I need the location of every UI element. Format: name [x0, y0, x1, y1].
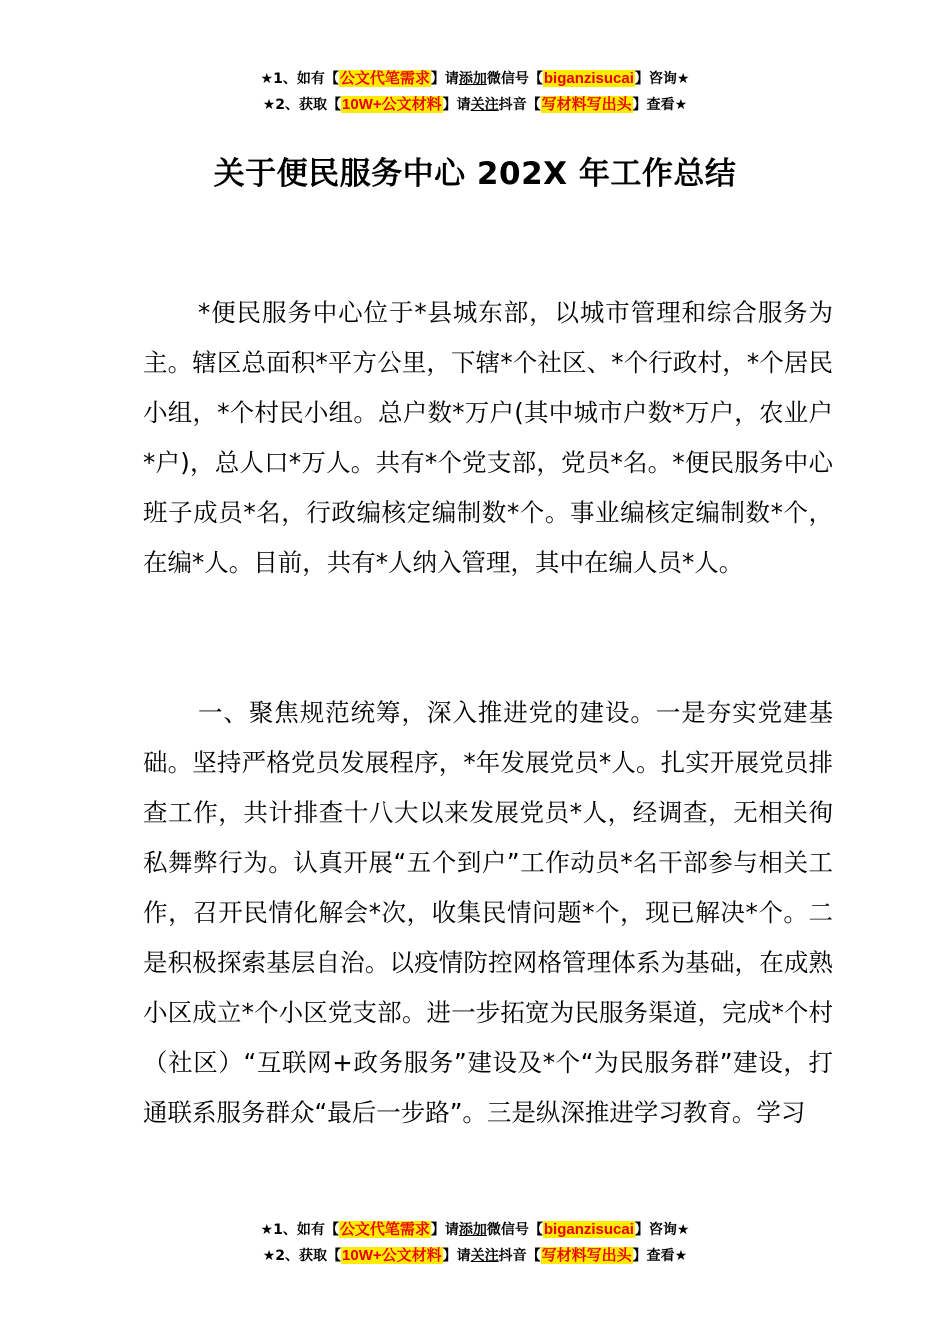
promo-text: 】请: [430, 71, 459, 87]
douyin-id: 写材料写出头: [541, 96, 632, 113]
promo-text: ★2、获取【: [262, 1248, 342, 1264]
promo-banner-bottom: [0, 1217, 950, 1269]
highlight-text: 10W+公文材料: [342, 96, 442, 113]
promo-text: ★2、获取【: [262, 97, 342, 113]
promo-line-2: [0, 92, 950, 118]
promo-line-1: [0, 66, 950, 92]
promo-text: 】咨询★: [634, 71, 690, 87]
body-paragraph-intro: *便民服务中心位于*县城东部，以城市管理和综合服务为主。辖区总面积*平方公里，下辖*个社区、*个行政村，*个居民小组，*个村民小组。总户数*万户(其中城市户数*万户，农业户*户)，总人口*万人。共有*个党支部，党员*名。*便民服务中心班子成员*名，行政编核定编制数*个。事业编核定编制数*个，在编*人。目前，共有*人纳入管理，其中在编人员*人。: [143, 298, 833, 577]
promo-text: 】请: [442, 1248, 471, 1264]
underlined-text: 关注: [470, 97, 499, 113]
promo-text: 抖音【: [498, 1248, 541, 1264]
promo-text: 】请: [442, 97, 471, 113]
douyin-id: 写材料写出头: [541, 1247, 632, 1264]
promo-text: ★1、如有【: [260, 1222, 339, 1238]
wechat-id: biganzisucai: [543, 70, 634, 87]
promo-text: 】咨询★: [634, 1222, 690, 1238]
promo-text: 】查看★: [632, 97, 688, 113]
document-title: 关于便民服务中心 202X 年工作总结: [213, 156, 737, 192]
underlined-text: 添加: [458, 71, 487, 87]
underlined-text: 添加: [458, 1222, 487, 1238]
promo-text: 抖音【: [498, 97, 541, 113]
wechat-id: biganzisucai: [543, 1221, 634, 1238]
highlight-text: 公文代笔需求: [339, 1221, 430, 1238]
highlight-text: 公文代笔需求: [339, 70, 430, 87]
highlight-text: 10W+公文材料: [342, 1247, 442, 1264]
promo-banner-top: [0, 66, 950, 118]
promo-line-1: [0, 1217, 950, 1243]
promo-line-2: [0, 1243, 950, 1269]
promo-text: 】请: [430, 1222, 459, 1238]
promo-text: 微信号【: [486, 1222, 543, 1238]
promo-text: 】查看★: [632, 1248, 688, 1264]
promo-text: 微信号【: [486, 71, 543, 87]
body-paragraph-party-building: 一、聚焦规范统筹，深入推进党的建设。一是夯实党建基础。坚持严格党员发展程序，*年发展党员*人。扎实开展党员排查工作，共计排查十八大以来发展党员*人，经调查，无相关徇私舞弊行为。认真开展“五个到户”工作动员*名干部参与相关工作，召开民情化解会*次，收集民情问题*个，现已解决*个。二是积极探索基层自治。以疫情防控网格管理体系为基础，在成熟小区成立*个小区党支部。进一步拓宽为民服务渠道，完成*个村（社区）“互联网+政务服务”建设及*个“为民服务群”建设，打通联系服务群众“最后一步路”。三是纵深推进学习教育。学习: [143, 698, 833, 1127]
underlined-text: 关注: [470, 1248, 499, 1264]
promo-text: ★1、如有【: [260, 71, 339, 87]
